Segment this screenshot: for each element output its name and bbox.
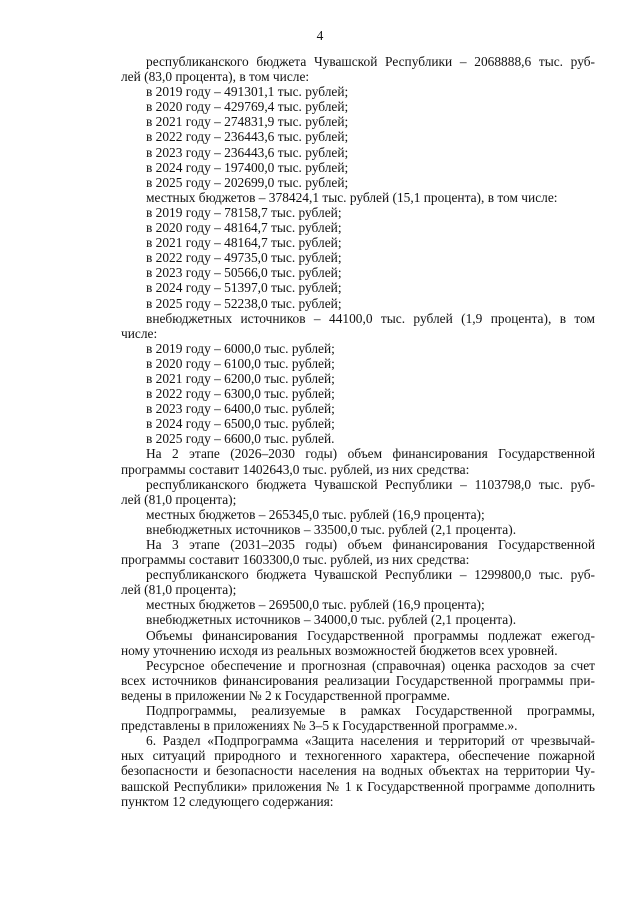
text-line: Подпрограммы, реализуемые в рамках Государственной программы, [146,703,595,719]
text-line: в 2019 году – 491301,1 тыс. рублей; [146,84,349,100]
text-line: в 2023 году – 236443,6 тыс. рублей; [146,144,349,160]
text-line: На 2 этапе (2026–2030 годы) объем финансирования Государственной [146,446,595,462]
text-line: в 2019 году – 78158,7 тыс. рублей; [146,204,342,220]
text-line: республиканского бюджета Чувашской Республики – 1299800,0 тыс. руб- [146,567,595,583]
text-line: в 2020 году – 48164,7 тыс. рублей; [146,220,342,236]
text-line: безопасности и безопасности населения на водных объектах на территории Чу- [121,763,595,779]
text-line: представлены в приложениях № 3–5 к Государственной программе.». [121,718,518,734]
text-line: внебюджетных источников – 44100,0 тыс. рублей (1,9 процента), в том [146,310,595,326]
page-number: 4 [316,28,324,43]
text-line: в 2021 году – 6200,0 тыс. рублей; [146,370,335,386]
text-line: местных бюджетов – 269500,0 тыс. рублей (16,9 процента); [146,597,485,613]
text-line: программы составит 1402643,0 тыс. рублей, из них средства: [121,461,470,477]
text-line: внебюджетных источников – 34000,0 тыс. рублей (2,1 процента). [146,612,517,628]
text-line: в 2023 году – 50566,0 тыс. рублей; [146,265,342,281]
text-line: в 2022 году – 49735,0 тыс. рублей; [146,250,342,266]
text-line: в 2022 году – 236443,6 тыс. рублей; [146,129,349,145]
text-line: республиканского бюджета Чувашской Республики – 1103798,0 тыс. руб- [146,476,595,492]
text-line: в 2021 году – 48164,7 тыс. рублей; [146,235,342,251]
text-line: в 2019 году – 6000,0 тыс. рублей; [146,340,335,356]
text-line: в 2024 году – 6500,0 тыс. рублей; [146,416,335,432]
text-line: На 3 этапе (2031–2035 годы) объем финансирования Государственной [146,537,595,552]
document-body [121,54,595,809]
text-line: в 2023 году – 6400,0 тыс. рублей; [146,401,335,417]
text-line: ному уточнению исходя из реальных возможностей бюджетов всех уровней. [121,642,558,658]
text-line: всех источников финансирования реализации Государственной программы при- [121,672,595,688]
text-line: 6. Раздел «Подпрограмма «Защита населения и территорий от чрезвычай- [146,733,595,749]
text-line: в 2021 году – 274831,9 тыс. рублей; [146,114,349,130]
text-line: в 2020 году – 6100,0 тыс. рублей; [146,355,335,371]
text-line: пунктом 12 следующего содержания: [121,793,334,809]
text-line: программы составит 1603300,0 тыс. рублей, из них средства: [121,552,470,568]
text-line: в 2024 году – 197400,0 тыс. рублей; [146,159,349,175]
text-line: внебюджетных источников – 33500,0 тыс. рублей (2,1 процента). [146,521,517,537]
text-line: Объемы финансирования Государственной программы подлежат ежегод- [146,627,595,643]
text-line: в 2025 году – 6600,0 тыс. рублей. [146,431,335,447]
text-line: лей (83,0 процента), в том числе: [121,69,310,85]
text-line: в 2025 году – 202699,0 тыс. рублей; [146,174,349,190]
text-line: числе: [121,325,158,341]
text-line: в 2025 году – 52238,0 тыс. рублей; [146,295,342,311]
text-line: вашской Республики» приложения № 1 к Государственной программе дополнить [121,778,595,794]
text-line: в 2020 году – 429769,4 тыс. рублей; [146,99,349,115]
text-line: ведены в приложении № 2 к Государственной программе. [121,687,451,703]
text-line: лей (81,0 процента); [121,582,237,598]
text-line: местных бюджетов – 378424,1 тыс. рублей (15,1 процента), в том числе: [146,189,558,205]
text-line: республиканского бюджета Чувашской Республики – 2068888,6 тыс. руб- [146,54,595,69]
text-line: местных бюджетов – 265345,0 тыс. рублей (16,9 процента); [146,506,485,522]
text-line: ных ситуаций природного и техногенного характера, обеспечение пожарной [121,748,595,764]
text-line: в 2024 году – 51397,0 тыс. рублей; [146,280,342,296]
text-line: Ресурсное обеспечение и прогнозная (справочная) оценка расходов за счет [146,657,595,673]
text-line: лей (81,0 процента); [121,491,237,507]
text-line: в 2022 году – 6300,0 тыс. рублей; [146,386,335,402]
